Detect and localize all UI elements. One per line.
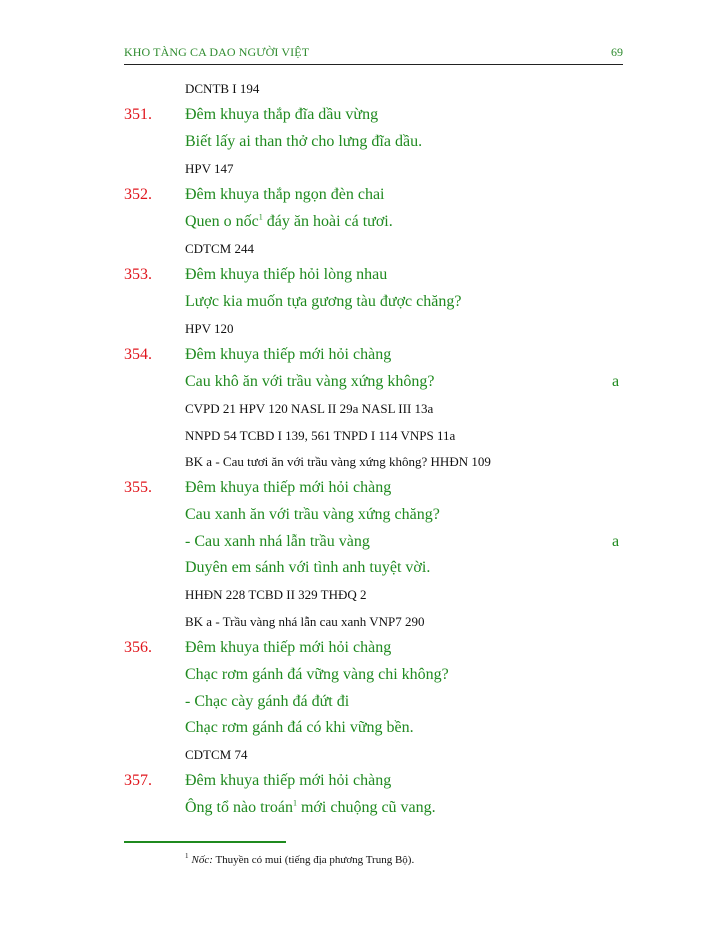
verse-line: Cau khô ăn với trầu vàng xứng không?: [185, 373, 435, 390]
source-line: HPV 120: [185, 321, 234, 336]
footnote-text: Thuyền có mui (tiếng địa phương Trung Bộ).: [212, 854, 415, 866]
verse-line: Chạc rơm gánh đá vững vàng chi không?: [185, 666, 449, 683]
entry-number: 354.: [124, 346, 152, 363]
verse-line: Cau xanh ăn với trầu vàng xứng chăng?: [185, 506, 440, 523]
verse-line: Đêm khuya thiếp mới hỏi chàng: [185, 772, 392, 789]
entry-number: 353.: [124, 266, 152, 283]
variant-mark: a: [612, 533, 620, 550]
source-line: HHĐN 228 TCBD II 329 THĐQ 2: [185, 587, 367, 602]
verse-line: - Chạc cày gánh đá đứt đi: [185, 693, 350, 710]
source-line: CDTCM 244: [185, 241, 254, 256]
entry-number: 355.: [124, 479, 152, 496]
footnote-term: Nốc:: [191, 854, 213, 866]
entry-number: 356.: [124, 639, 152, 656]
verse-line: Đêm khuya thiếp mới hỏi chàng: [185, 639, 392, 656]
verse-line: Lược kia muốn tựa gương tàu được chăng?: [185, 293, 462, 310]
variant-mark: a: [612, 373, 620, 390]
verse-text: đáy ăn hoài cá tươi.: [262, 213, 393, 230]
entry-number: 357.: [124, 772, 152, 789]
verse-text: Ông tổ nào troán: [185, 799, 293, 816]
verse-line: Chạc rơm gánh đá có khi vững bền.: [185, 719, 414, 736]
book-title: KHO TÀNG CA DAO NGƯỜI VIỆT: [124, 45, 310, 59]
footnote-divider: [124, 841, 286, 843]
source-line: BK a - Cau tươi ăn với trầu vàng xứng không? HHĐN 109: [185, 454, 491, 469]
source-line: HPV 147: [185, 161, 234, 176]
verse-text: Quen o nốc: [185, 213, 259, 230]
verse-line: Đêm khuya thắp ngọn đèn chai: [185, 186, 385, 203]
entry-number: 352.: [124, 186, 152, 203]
running-header: [124, 44, 623, 65]
verse-line: Đêm khuya thiếp hỏi lòng nhau: [185, 266, 388, 283]
source-line: BK a - Trầu vàng nhá lẫn cau xanh VNP7 290: [185, 614, 425, 629]
verse-line: Đêm khuya thiếp mới hỏi chàng: [185, 346, 392, 363]
footnote-ref: 1: [292, 798, 297, 808]
source-line: DCNTB I 194: [185, 81, 260, 96]
verse-line: Biết lấy ai than thở cho lưng đĩa dầu.: [185, 133, 423, 150]
verse-line: [185, 213, 393, 231]
footnote: [185, 854, 414, 866]
source-line: NNPD 54 TCBD I 139, 561 TNPD I 114 VNPS 11a: [185, 428, 456, 443]
source-line: CDTCM 74: [185, 747, 248, 762]
verse-line: Duyên em sánh với tình anh tuyệt vời.: [185, 559, 431, 576]
footnote-ref: 1: [258, 212, 263, 222]
verse-line: Đêm khuya thắp đĩa dầu vừng: [185, 106, 379, 123]
footnote-mark: 1: [185, 852, 189, 861]
verse-text: mới chuộng cũ vang.: [296, 799, 436, 816]
verse-line: [185, 799, 436, 817]
verse-line: - Cau xanh nhá lẫn trầu vàng: [185, 533, 370, 550]
page-number: 69: [611, 45, 623, 59]
entry-number: 351.: [124, 106, 152, 123]
verse-line: Đêm khuya thiếp mới hỏi chàng: [185, 479, 392, 496]
source-line: CVPD 21 HPV 120 NASL II 29a NASL III 13a: [185, 401, 434, 416]
